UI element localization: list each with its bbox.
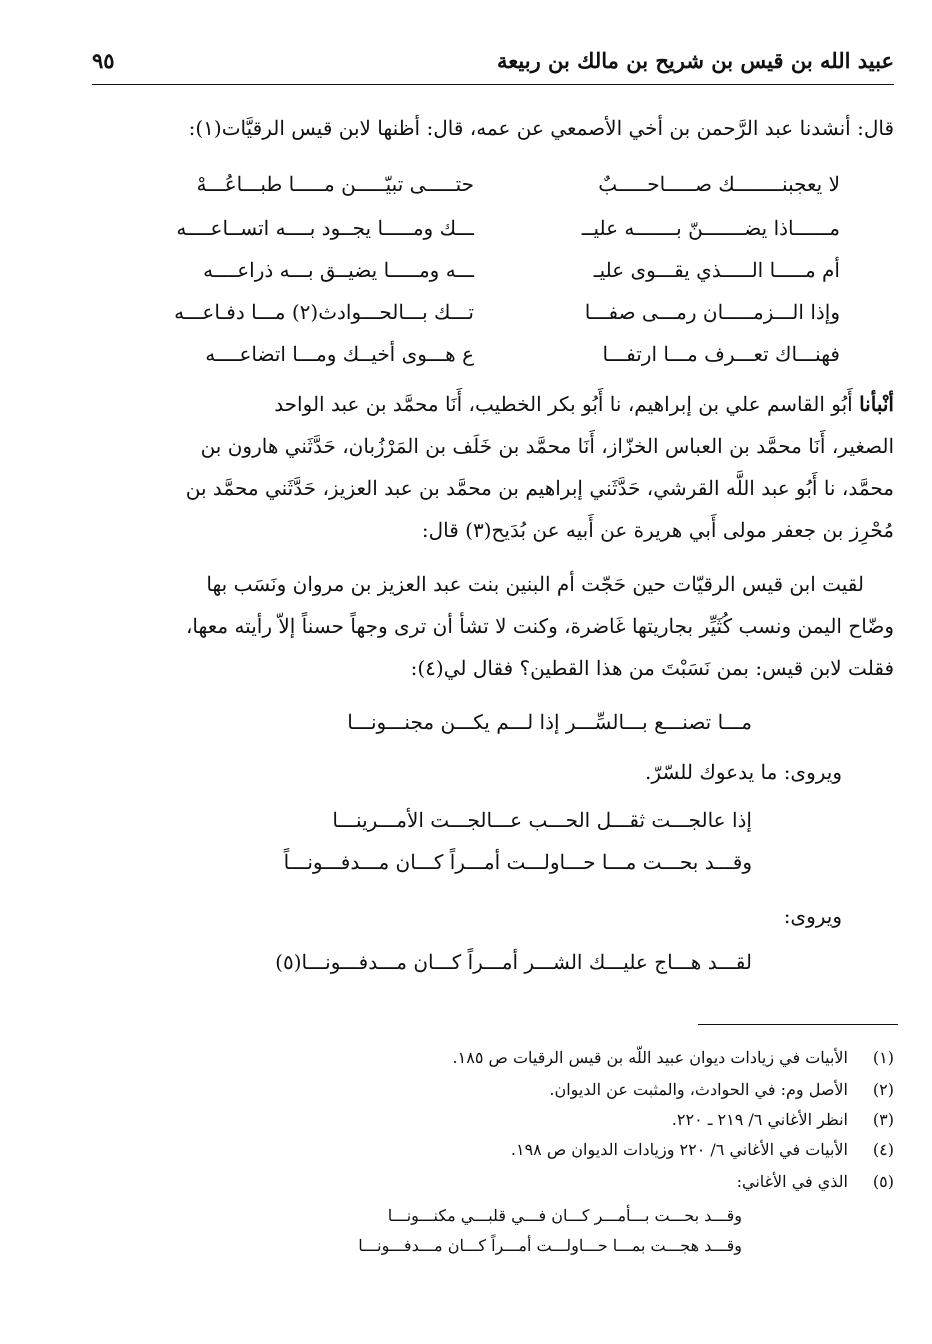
poem1-hemistich-right: مــــــاذا يضـــــــنّ بـــــــه عليــ xyxy=(581,216,840,240)
intro-line: قال: أنشدنا عبد الرَّحمن بن أخي الأصمعي عن عمه، قال: أظنها لابن قيس الرقيَّات(١): xyxy=(188,116,894,140)
footnote-text: الأبيات في زيادات ديوان عبيد اللّه بن قيس الرقيات ص ١٨٥. xyxy=(452,1048,848,1067)
poem1-hemistich-right: لا يعجبنــــــــك صـــــاحـــــبٌ xyxy=(598,172,840,196)
footnote-number: (٣) xyxy=(872,1110,894,1129)
story-line: وضّاح اليمن ونسب كُثَيِّر بجاريتها غَاضرة، وكنت لا تشأ أن ترى وجهاً حسناً إلاّ رأيته معها، xyxy=(185,614,894,638)
footnote-number: (٤) xyxy=(872,1140,894,1159)
footnote-rule xyxy=(698,1024,898,1025)
isnad-line: مُحْرِز بن جعفر مولى أَبي هريرة عن أَبيه عن بُدَيح(٣) قال: xyxy=(421,518,894,542)
footnote xyxy=(672,1110,894,1129)
variant-note: ويروى: xyxy=(783,904,842,928)
poem1-hemistich-left: حتـــــى تبيّـــــن مـــــا طبـــاعُـــهْ xyxy=(196,172,474,196)
page-number: ٩٥ xyxy=(92,48,115,73)
footnote xyxy=(737,1172,894,1191)
footnote-text: انظر الأغاني ٦/ ٢١٩ ـ ٢٢٠. xyxy=(671,1110,848,1129)
footnote-text: الذي في الأغاني: xyxy=(736,1172,848,1191)
footnote xyxy=(453,1048,894,1067)
poem1-hemistich-right: وإذا الـــزمـــــان رمـــى صفـــا xyxy=(584,300,840,324)
variant-note: ويروى: ما يدعوك للسّرّ. xyxy=(645,760,842,784)
footnote-number: (١) xyxy=(872,1048,894,1067)
running-header xyxy=(92,48,894,84)
poem1-hemistich-left: ع هـــوى أخيــك ومـــا اتضاعــــه xyxy=(205,342,474,366)
footnote-verse: وقـــد هجـــت بمـــا حـــاولـــت أمـــراً كـــان مـــدفـــونـــا xyxy=(358,1236,742,1255)
story-line: لقيت ابن قيس الرقيّات حين حَجّت أم البنين بنت عبد العزيز بن مروان ونَسَب بها xyxy=(206,572,864,596)
verse-final: لقـــد هـــاج عليـــك الشـــر أمـــراً كـــان مـــدفـــونـــا(٥) xyxy=(275,950,752,974)
isnad-line xyxy=(274,392,894,416)
footnote-number: (٢) xyxy=(872,1080,894,1099)
header-title: عبيد الله بن قيس بن شريح بن مالك بن ربيعة xyxy=(497,48,894,73)
footnote xyxy=(549,1080,894,1099)
isnad-lead: أنْبأنا xyxy=(859,392,894,416)
header-rule xyxy=(92,84,894,85)
isnad-line: الصغير، أَنَا محمَّد بن العباس الخزّاز، أَنَا محمَّد بن خَلَف بن المَرْزُبان، حَدَّثَني هارون بن xyxy=(200,434,894,458)
poem2-verse: إذا عالجـــت ثقـــل الحـــب عـــالجـــت الأمـــرينـــا xyxy=(332,808,752,832)
poem1-hemistich-left: تـــك بـــالحـــوادث(٢) مـــا دفـاعـــه xyxy=(174,300,474,324)
poem2-verse: وقـــد بحـــت مـــا حـــاولـــت أمـــراً كـــان مـــدفـــونـــاً xyxy=(283,850,752,874)
story-line: فقلت لابن قيس: بمن نَسَبْتَ من هذا القطين؟ فقال لي(٤): xyxy=(410,656,894,680)
footnote-text: الأصل وم: في الحوادث، والمثبت عن الديوان. xyxy=(549,1080,848,1099)
footnote-number: (٥) xyxy=(872,1172,894,1191)
footnote-text: الأبيات في الأغاني ٦/ ٢٢٠ وزيادات الديوان ص ١٩٨. xyxy=(510,1140,848,1159)
poem1-hemistich-left: ـــك ومـــــا يجــود بــــه اتســاعــــه xyxy=(176,216,474,240)
verse-single: مـــا تصنـــع بـــالسِّـــر إذا لـــم يكـــن مجنـــونـــا xyxy=(347,710,752,734)
poem1-hemistich-right: فهنـــاك تعـــرف مـــا ارتفـــا xyxy=(602,342,840,366)
footnote-verse: وقـــد بحـــت بـــأمـــر كـــان فـــي قلبـــي مكنـــونـــا xyxy=(387,1206,742,1225)
poem1-hemistich-left: ـــه ومـــــا يضيــق بـــه ذراعــــه xyxy=(203,258,474,282)
isnad-line: محمَّد، نا أَبُو عبد اللَّه القرشي، حَدَّثَني إبراهيم بن محمَّد بن عبد العزيز، حَدَّثَني محمَّد بن xyxy=(185,476,894,500)
footnote xyxy=(511,1140,894,1159)
poem1-hemistich-right: أم مـــــا الـــــذي يقـــوى عليـ xyxy=(593,258,840,282)
isnad-text: أَبُو القاسم علي بن إبراهيم، نا أَبُو بكر الخطيب، أَنَا محمَّد بن عبد الواحد xyxy=(274,392,853,416)
